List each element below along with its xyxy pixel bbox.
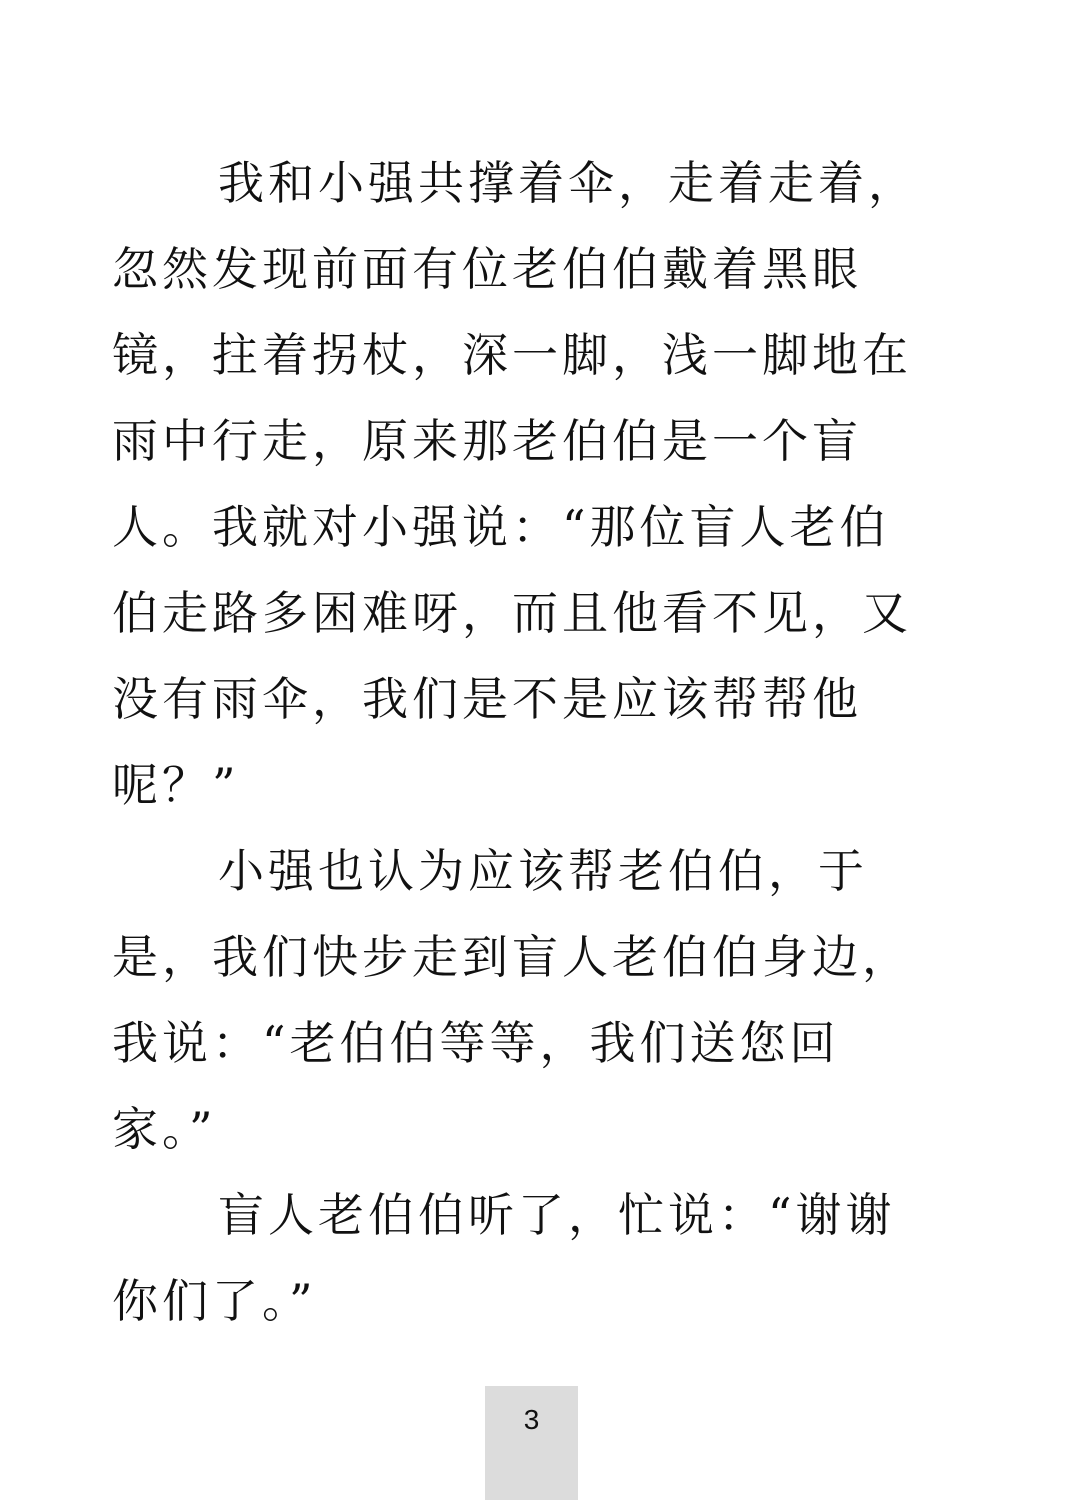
text-line: 你们了。”: [112, 1274, 317, 1328]
text-line: 镜，拄着拐杖，深一脚，浅一脚地在: [112, 328, 912, 382]
text-line: 是，我们快步走到盲人老伯伯身边，: [112, 930, 912, 984]
text-line: 小强也认为应该帮老伯伯，于: [218, 844, 868, 898]
text-line: 伯走路多困难呀，而且他看不见，又: [112, 586, 912, 640]
text-line: 盲人老伯伯听了，忙说：“谢谢: [218, 1188, 896, 1242]
text-line: 人。我就对小强说：“那位盲人老伯: [112, 500, 890, 554]
text-line: 呢？”: [112, 758, 240, 812]
text-line: 忽然发现前面有位老伯伯戴着黑眼: [112, 242, 862, 296]
page-number: 3: [523, 1404, 540, 1435]
text-line: 家。”: [112, 1102, 217, 1156]
text-line: 我说：“老伯伯等等，我们送您回: [112, 1016, 840, 1070]
page-number-box: [485, 1386, 578, 1500]
text-line: 我和小强共撑着伞，走着走着，: [218, 156, 918, 210]
story-text: [112, 140, 952, 1344]
text-line: 没有雨伞，我们是不是应该帮帮他: [112, 672, 862, 726]
text-line: 雨中行走，原来那老伯伯是一个盲: [112, 414, 862, 468]
